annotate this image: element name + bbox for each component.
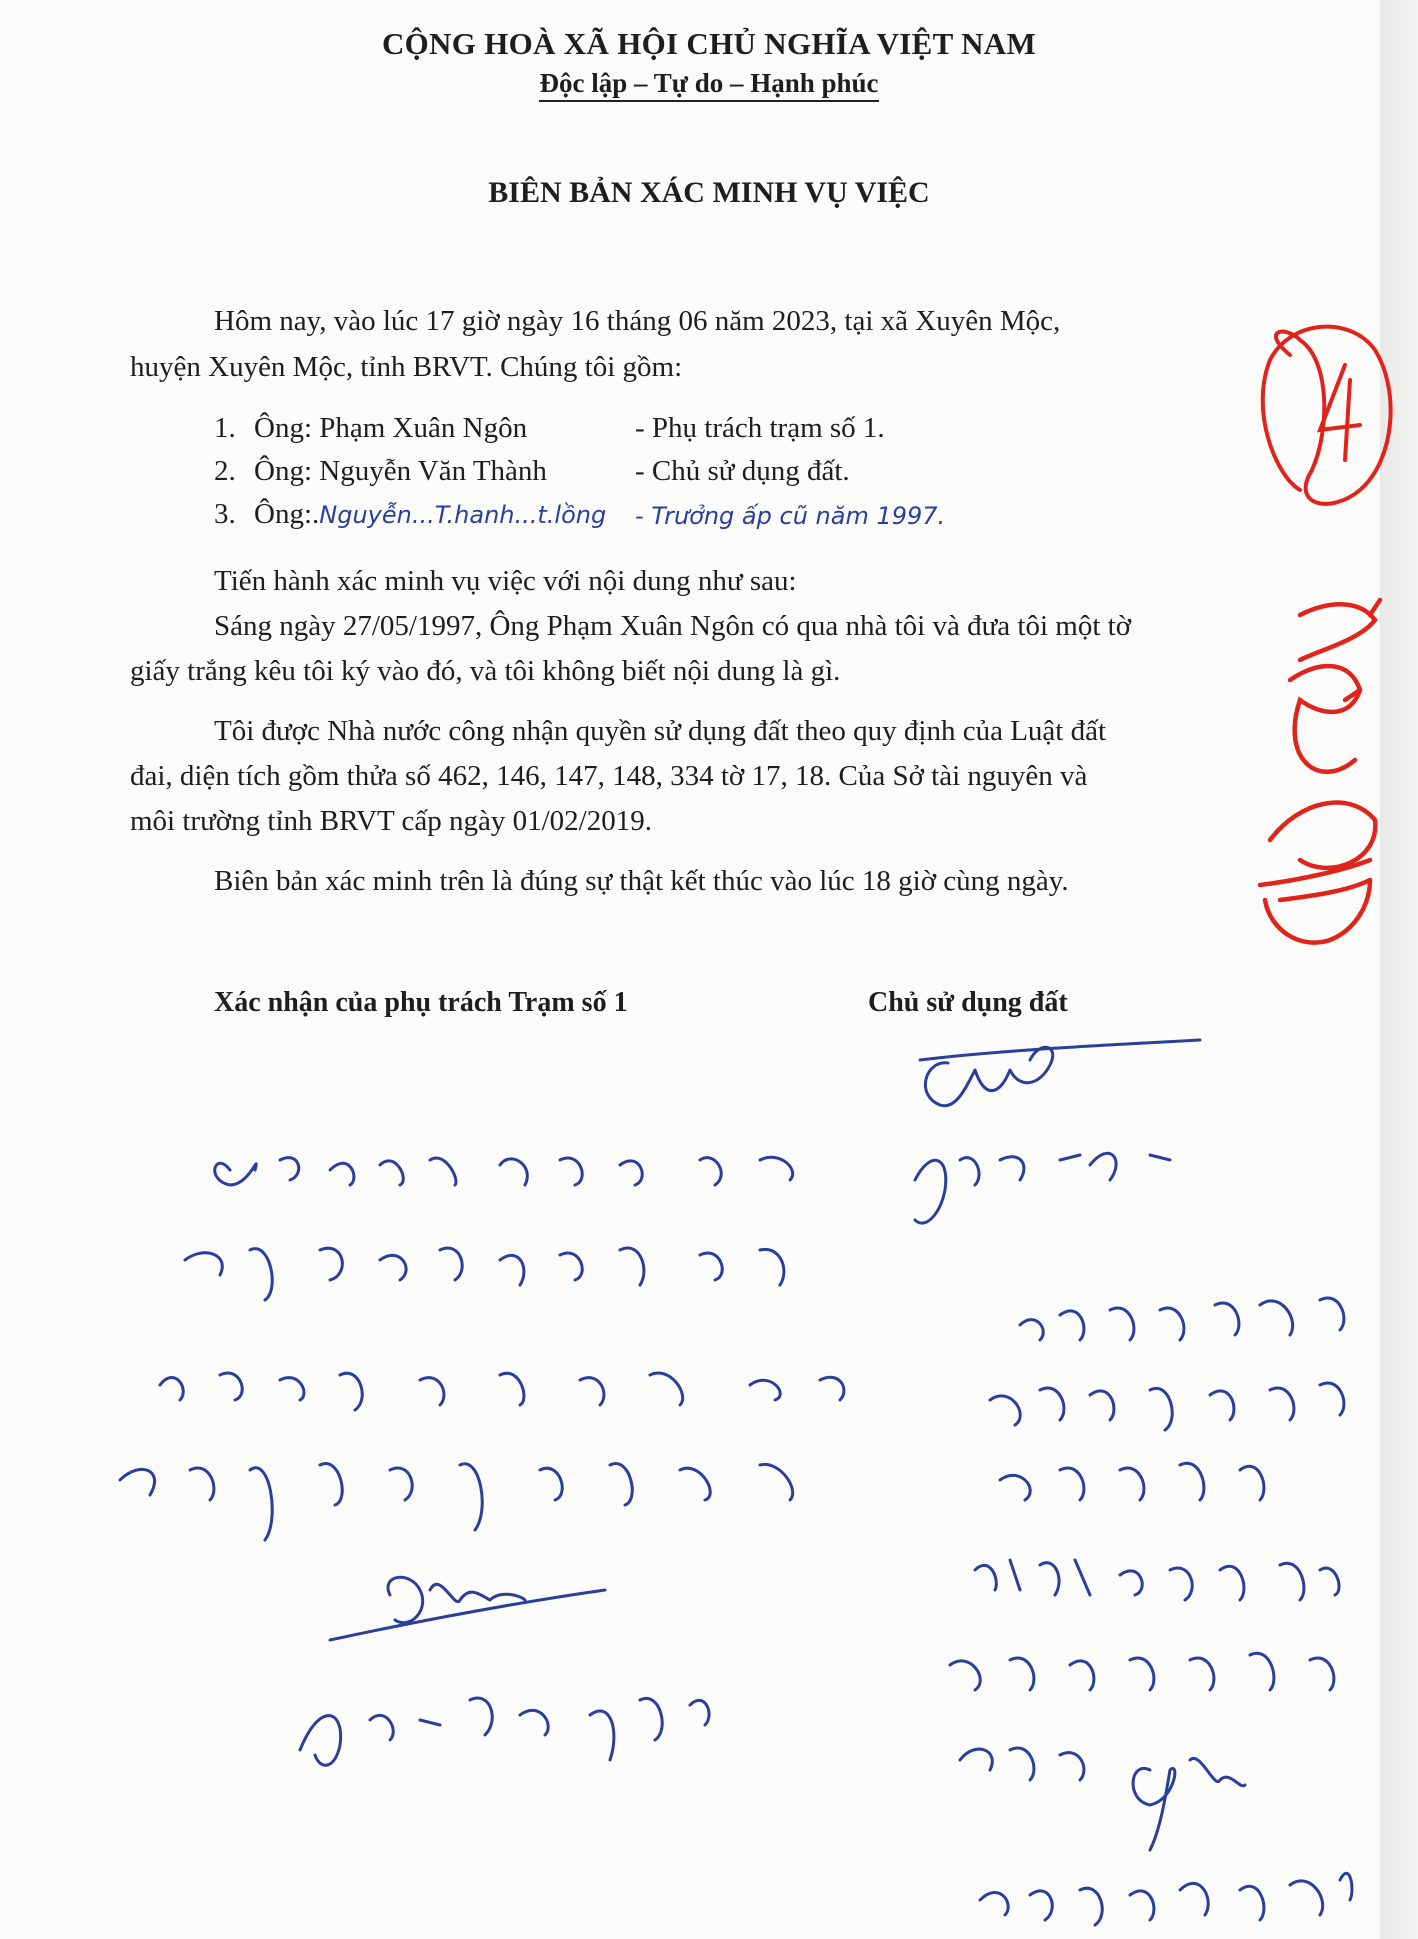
- motto-text: Độc lập – Tự do – Hạnh phúc: [539, 68, 878, 102]
- participant-name-printed: Ông:.: [254, 498, 320, 530]
- station-chief-signature: [330, 1577, 605, 1640]
- closing-line: Biên bản xác minh trên là đúng sự thật kết thúc vào lúc 18 giờ cùng ngày.: [214, 865, 1069, 897]
- red-annotation-number-icon: [1263, 327, 1391, 504]
- left-handwriting-line-3: [160, 1373, 844, 1410]
- left-handwriting-line-4: [120, 1464, 793, 1540]
- participant-name: Ông: Nguyễn Văn Thành: [254, 455, 547, 487]
- left-handwriting-line-2: [185, 1248, 784, 1300]
- left-handwriting-line-1: [215, 1157, 793, 1185]
- right-signature-title: Chủ sử dụng đất: [868, 987, 1068, 1018]
- content-intro: Tiến hành xác minh vụ việc với nội dung như sau:: [214, 565, 797, 597]
- right-handwriting-line-6: [960, 1748, 1084, 1780]
- right-handwriting-line-1: [1020, 1298, 1344, 1340]
- participant-name: Ông: Phạm Xuân Ngôn: [254, 412, 528, 444]
- landowner-signature: [920, 1040, 1200, 1106]
- village-head-name-scribble: [980, 1873, 1352, 1925]
- intro-line-2: huyện Xuyên Mộc, tỉnh BRVT. Chúng tôi gồm:: [130, 351, 683, 383]
- right-handwriting-line-2: [990, 1383, 1344, 1430]
- participant-number: 1.: [214, 412, 236, 444]
- right-handwriting-line-4: [975, 1560, 1339, 1600]
- para2-line2: đai, diện tích gồm thửa số 462, 146, 147, 148, 334 tờ 17, 18. Của Sở tài nguyên và: [130, 760, 1088, 792]
- document-title: BIÊN BẢN XÁC MINH VỤ VIỆC: [488, 176, 930, 209]
- para1-line1: Sáng ngày 27/05/1997, Ông Phạm Xuân Ngôn có qua nhà tôi và đưa tôi một tờ: [214, 610, 1132, 642]
- participant-number: 3.: [214, 498, 236, 530]
- village-head-signature: [1133, 1758, 1245, 1850]
- para2-line1: Tôi được Nhà nước công nhận quyền sử dụng đất theo quy định của Luật đất: [214, 715, 1107, 747]
- red-annotation-text: [1260, 600, 1380, 943]
- participant-role-handwritten: - Trưởng ấp cũ năm 1997.: [635, 502, 946, 530]
- participant-role: - Chủ sử dụng đất.: [635, 455, 850, 487]
- left-signature-title: Xác nhận của phụ trách Trạm số 1: [214, 987, 628, 1018]
- landowner-name-scribble: [915, 1153, 1170, 1223]
- intro-line-1: Hôm nay, vào lúc 17 giờ ngày 16 tháng 06 năm 2023, tại xã Xuyên Mộc,: [214, 305, 1061, 337]
- national-title: CỘNG HOÀ XÃ HỘI CHỦ NGHĨA VIỆT NAM: [381, 26, 1037, 61]
- participant-number: 2.: [214, 455, 236, 487]
- para1-line2: giấy trắng kêu tôi ký vào đó, và tôi không biết nội dung là gì.: [130, 655, 841, 687]
- right-handwriting-line-3: [1000, 1463, 1264, 1500]
- participant-role: - Phụ trách trạm số 1.: [635, 412, 885, 444]
- participant-name-handwritten: Nguyễn...T.hanh...t.lồng: [319, 501, 607, 529]
- station-chief-name-scribble: [300, 1698, 709, 1765]
- para2-line3: môi trường tỉnh BRVT cấp ngày 01/02/2019.: [130, 805, 652, 837]
- right-handwriting-line-5: [950, 1653, 1334, 1690]
